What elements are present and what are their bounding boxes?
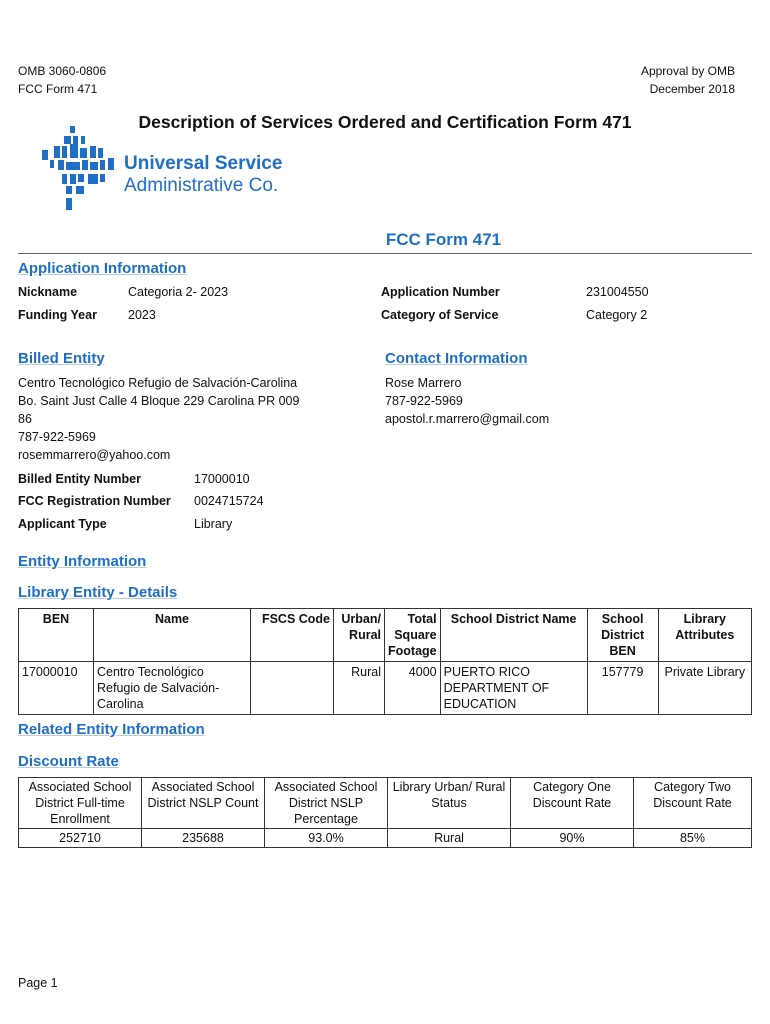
applicant-type-value: Library [194, 517, 233, 531]
billed-entity-phone: 787-922-5969 [18, 430, 96, 444]
document-title: Description of Services Ordered and Certification Form 471 [138, 112, 632, 132]
funding-year-value: 2023 [128, 308, 156, 322]
applicant-type-label: Applicant Type [18, 517, 107, 531]
approval-date: December 2018 [649, 82, 735, 96]
column-header: Associated School District NSLP Count [142, 778, 265, 829]
billed-entity-email: rosemmarrero@yahoo.com [18, 448, 171, 462]
discount-rate-heading: Discount Rate [18, 753, 119, 770]
category-of-service-label: Category of Service [381, 308, 499, 322]
billed-entity-name: Centro Tecnológico Refugio de Salvación-Carolina [18, 376, 298, 390]
column-header: Library Attributes [658, 609, 751, 662]
library-attributes-cell: Private Library [658, 662, 751, 715]
form-number: FCC Form 471 [18, 82, 98, 96]
approval-text: Approval by OMB [640, 64, 735, 78]
contact-name: Rose Marrero [385, 376, 462, 390]
related-entity-heading: Related Entity Information [18, 721, 205, 738]
entity-info-heading: Entity Information [18, 553, 147, 570]
contact-block [385, 374, 549, 428]
category-one-rate-cell: 90% [511, 829, 634, 848]
table-row [19, 829, 752, 848]
fcc-registration-label: FCC Registration Number [18, 494, 171, 508]
ben-cell: 17000010 [19, 662, 94, 715]
contact-email: apostol.r.marrero@gmail.com [385, 412, 550, 426]
library-entity-table [18, 608, 752, 715]
billed-entity-address-block [18, 374, 299, 464]
column-header: Library Urban/ Rural Status [388, 778, 511, 829]
column-header: Total Square Footage [385, 609, 441, 662]
enrollment-cell: 252710 [19, 829, 142, 848]
library-entity-details-heading: Library Entity - Details [18, 584, 178, 601]
funding-year-label: Funding Year [18, 308, 97, 322]
billed-entity-address-line-1: Bo. Saint Just Calle 4 Bloque 229 Carolina PR 009 [18, 394, 300, 408]
name-cell: Centro Tecnológico Refugio de Salvación-Carolina [94, 662, 251, 715]
billed-entity-address-line-2: 86 [18, 412, 32, 426]
omb-number: OMB 3060-0806 [18, 64, 107, 78]
school-district-name-cell: PUERTO RICO DEPARTMENT OF EDUCATION [440, 662, 587, 715]
usac-logo-text [124, 153, 282, 197]
billed-entity-heading: Billed Entity [18, 350, 105, 367]
column-header: School District BEN [587, 609, 658, 662]
application-number-value: 231004550 [586, 285, 649, 299]
column-header: School District Name [440, 609, 587, 662]
urban-rural-status-cell: Rural [388, 829, 511, 848]
nickname-value: Categoria 2- 2023 [128, 285, 229, 299]
billed-entity-number-value: 17000010 [194, 472, 250, 486]
contact-info-heading: Contact Information [385, 350, 528, 367]
header-right [641, 62, 735, 98]
application-info-heading: Application Information [18, 260, 187, 277]
logo-line-1: Universal Service [124, 153, 283, 174]
nslp-count-cell: 235688 [142, 829, 265, 848]
column-header: Category One Discount Rate [511, 778, 634, 829]
discount-rate-table [18, 777, 752, 848]
contact-phone: 787-922-5969 [385, 394, 463, 408]
column-header: FSCS Code [251, 609, 334, 662]
page-number: Page 1 [18, 976, 58, 990]
column-header: Category Two Discount Rate [634, 778, 752, 829]
column-header: Urban/ Rural [334, 609, 385, 662]
category-two-rate-cell: 85% [634, 829, 752, 848]
table-header-row [19, 609, 752, 662]
urban-rural-cell: Rural [334, 662, 385, 715]
school-district-ben-cell: 157779 [587, 662, 658, 715]
table-row [19, 662, 752, 715]
fcc-registration-value: 0024715724 [194, 494, 264, 508]
table-header-row [19, 778, 752, 829]
column-header: Associated School District Full-time Enrollment [19, 778, 142, 829]
billed-entity-number-label: Billed Entity Number [18, 472, 141, 486]
square-footage-cell: 4000 [385, 662, 441, 715]
column-header: BEN [19, 609, 94, 662]
nslp-percentage-cell: 93.0% [265, 829, 388, 848]
application-number-label: Application Number [381, 285, 500, 299]
nickname-label: Nickname [18, 285, 78, 299]
column-header: Name [94, 609, 251, 662]
form-title: FCC Form 471 [385, 230, 502, 249]
column-header: Associated School District NSLP Percentage [265, 778, 388, 829]
divider [18, 253, 752, 254]
header-left [18, 62, 106, 98]
category-of-service-value: Category 2 [586, 308, 648, 322]
fscs-code-cell [251, 662, 334, 715]
logo-line-2: Administrative Co. [124, 175, 279, 196]
